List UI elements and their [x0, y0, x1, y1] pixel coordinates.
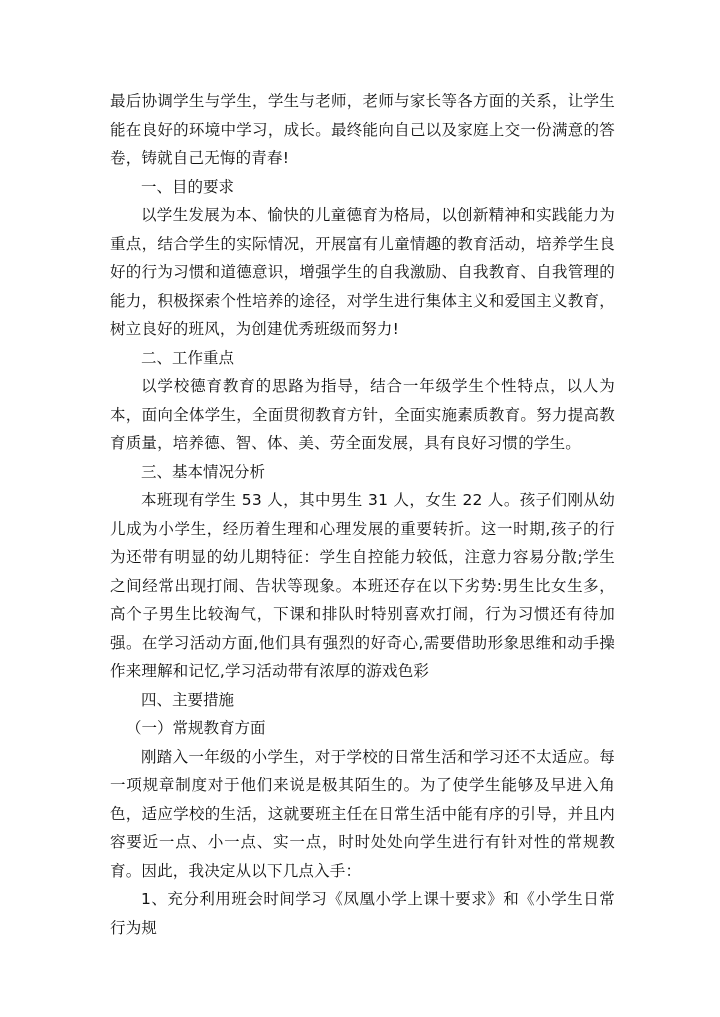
paragraph-work-focus: 以学校德育教育的思路为指导，结合一年级学生个性特点，以人为本，面向全体学生，全面贯彻教育方针，全面实施素质教育。努力提高教育质量，培养德、智、体、美、劳全面发展，具有良好习惯的学生。	[110, 377, 615, 452]
heading-goals: 一、目的要求	[141, 177, 235, 196]
paragraph-intro: 最后协调学生与学生，学生与老师，老师与家长等各方面的关系，让学生能在良好的环境中学习，成长。最终能向自己以及家庭上交一份满意的答卷，铸就自己无悔的青春!	[110, 92, 615, 167]
paragraph-measure-1: 1、充分利用班会时间学习《凤凰小学上课十要求》和《小学生日常行为规	[110, 890, 615, 937]
document-body	[110, 87, 615, 942]
heading-main-measures: 四、主要措施	[141, 690, 235, 709]
paragraph-situation-analysis: 本班现有学生 53 人，其中男生 31 人，女生 22 人。孩子们刚从幼儿成为小学生，经历着生理和心理发展的重要转折。这一时期,孩子的行为还带有明显的幼儿期特征：学生自控能力较低，注意力容易分散;学生之间经常出现打闹、告状等现象。本班还存在以下劣势:男生比女生多，高个子男生比较淘气，下课和排队时特别喜欢打闹，行为习惯还有待加强。在学习活动方面,他们具有强烈的好奇心,需要借助形象思维和动手操作来理解和记忆,学习活动带有浓厚的游戏色彩	[110, 491, 615, 680]
heading-work-focus: 二、工作重点	[141, 348, 235, 367]
paragraph-routine-education: 刚踏入一年级的小学生，对于学校的日常生活和学习还不太适应。每一项规章制度对于他们来说是极其陌生的。为了使学生能够及早进入角色，适应学校的生活，这就要班主任在日常生活中能有序的引导，并且内容要近一点、小一点、实一点，时时处处向学生进行有针对性的常规教育。因此，我决定从以下几点入手：	[110, 747, 615, 880]
paragraph-goals: 以学生发展为本、愉快的儿童德育为格局，以创新精神和实践能力为重点，结合学生的实际情况，开展富有儿童情趣的教育活动，培养学生良好的行为习惯和道德意识，增强学生的自我激励、自我教育、自我管理的能力，积极探索个性培养的途径，对学生进行集体主义和爱国主义教育，树立良好的班风，为创建优秀班级而努力!	[110, 206, 615, 338]
subheading-routine-education: （一）常规教育方面	[126, 719, 266, 737]
heading-situation-analysis: 三、基本情况分析	[141, 462, 266, 481]
